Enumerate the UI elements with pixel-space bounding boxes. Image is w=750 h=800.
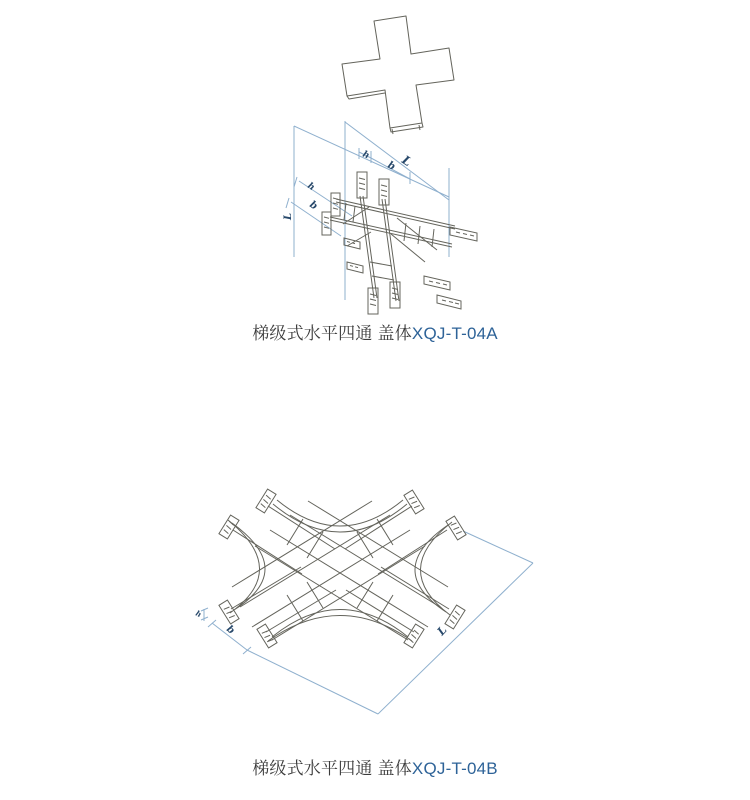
caption-top-text: 梯级式水平四通 盖体 [252, 324, 412, 343]
dim-label-h-top: h [360, 149, 371, 162]
dimension-labels-bottom-figure [194, 609, 449, 639]
dimension-lines-bottom-figure [201, 531, 533, 714]
figure-bottom-caption [0, 759, 750, 779]
figure-bottom-drawing [180, 470, 560, 760]
cross-tray-plan-drawing [219, 489, 466, 648]
dim-label-b-top: b [385, 159, 397, 173]
dim-label-L-top: L [399, 152, 415, 170]
dim-label-h: h [194, 608, 203, 620]
cover-outline-drawing [342, 16, 454, 134]
dim-label-L-left: L [283, 212, 294, 220]
figure-top-drawing [280, 8, 490, 320]
dim-label-b-left: b [307, 199, 320, 213]
caption-bottom-text: 梯级式水平四通 盖体 [252, 759, 412, 778]
dim-label-L: L [434, 623, 450, 639]
dim-label-b: b [224, 623, 237, 637]
dim-label-h-left: h [305, 181, 317, 194]
figure-top-caption [0, 324, 750, 344]
caption-top-code: XQJ-T-04A [411, 324, 498, 343]
caption-bottom-code: XQJ-T-04B [411, 759, 498, 778]
